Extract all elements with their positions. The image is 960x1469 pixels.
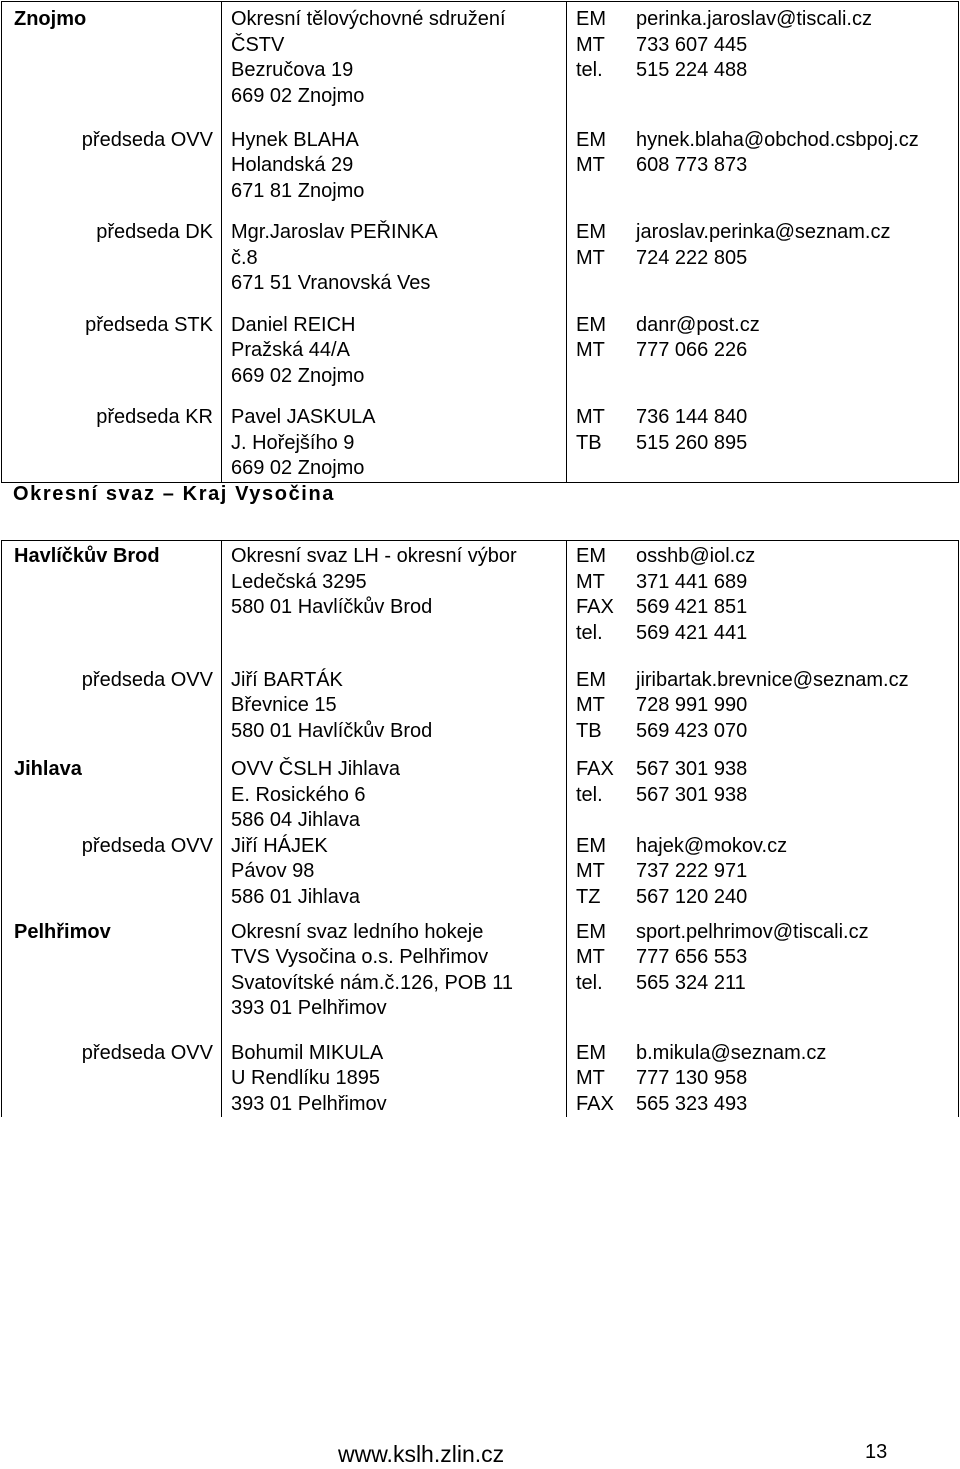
address-line: Okresní svaz LH - okresní výbor — [231, 545, 517, 567]
contact-type: tel. — [576, 971, 603, 994]
address-line: J. Hořejšího 9 — [231, 431, 355, 454]
phone-value: 777 066 226 — [636, 339, 748, 361]
address-line: 393 01 Pelhřimov — [231, 1092, 387, 1115]
contact-cell — [567, 541, 959, 653]
contact-type: EM — [576, 1041, 606, 1064]
contact-line — [576, 246, 958, 272]
address-line: Jiří BARTÁK — [231, 668, 343, 691]
address-cell — [222, 834, 567, 920]
contact-line — [576, 595, 958, 621]
phone-value: 724 222 805 — [636, 246, 748, 269]
table-row — [2, 834, 959, 920]
contact-cell — [567, 920, 959, 1032]
phone-value: 371 441 689 — [636, 570, 748, 593]
contact-line — [576, 7, 958, 33]
email-value[interactable]: osshb@iol.cz — [636, 545, 756, 567]
address-line: 580 01 Havlíčkův Brod — [231, 719, 433, 742]
district-name: Jihlava — [14, 758, 82, 780]
contact-line — [576, 405, 958, 431]
address-cell — [222, 1032, 567, 1118]
contact-type: MT — [576, 946, 605, 968]
address-cell — [222, 204, 567, 297]
role-label: předseda KR — [96, 406, 213, 428]
table-row — [2, 2, 959, 112]
contact-type: MT — [576, 860, 605, 882]
address-line: Daniel REICH — [231, 313, 356, 336]
contact-line — [576, 621, 958, 647]
entity-cell — [2, 834, 222, 920]
table-row — [2, 1032, 959, 1118]
address-cell — [222, 653, 567, 745]
contact-cell — [567, 744, 959, 834]
address-line: TVS Vysočina o.s. Pelhřimov — [231, 946, 489, 968]
table-row — [2, 204, 959, 297]
address-line: Okresní svaz ledního hokeje — [231, 920, 484, 943]
email-value[interactable]: danr@post.cz — [636, 313, 760, 336]
contact-line — [576, 220, 958, 246]
contact-line — [576, 58, 958, 84]
contact-type: EM — [576, 668, 606, 691]
phone-value: 569 423 070 — [636, 719, 748, 742]
address-line: 586 01 Jihlava — [231, 885, 360, 908]
entity-cell — [2, 2, 222, 112]
contact-type: EM — [576, 128, 606, 151]
email-value[interactable]: jaroslav.perinka@seznam.cz — [636, 221, 891, 243]
contact-type: FAX — [576, 1092, 614, 1115]
contact-type: EM — [576, 920, 606, 943]
table-row — [2, 389, 959, 482]
table-row — [2, 653, 959, 745]
contact-type: tel. — [576, 621, 603, 644]
phone-value: 565 323 493 — [636, 1092, 748, 1115]
address-line: Ledečská 3295 — [231, 570, 367, 593]
entity-cell — [2, 1032, 222, 1118]
address-line: 580 01 Havlíčkův Brod — [231, 596, 433, 618]
contact-line — [576, 757, 958, 783]
contact-type: EM — [576, 221, 606, 243]
entity-cell — [2, 920, 222, 1032]
email-value[interactable]: sport.pelhrimov@tiscali.cz — [636, 920, 869, 943]
address-line: Jiří HÁJEK — [231, 834, 328, 857]
contact-type: TB — [576, 719, 602, 742]
contact-line — [576, 920, 958, 946]
district-name: Havlíčkův Brod — [14, 545, 160, 567]
contact-type: FAX — [576, 758, 614, 780]
district-name: Znojmo — [14, 8, 87, 30]
address-line: 671 81 Znojmo — [231, 179, 365, 202]
role-label: předseda OVV — [81, 834, 213, 857]
contact-line — [576, 693, 958, 719]
contact-cell — [567, 204, 959, 297]
table-row — [2, 541, 959, 653]
directory-table-znojmo — [1, 1, 959, 483]
address-line: OVV ČSLH Jihlava — [231, 758, 400, 780]
email-value[interactable]: b.mikula@seznam.cz — [636, 1041, 827, 1064]
contact-line — [576, 885, 958, 911]
contact-type: tel. — [576, 59, 603, 81]
phone-value: 569 421 441 — [636, 621, 748, 644]
contact-line — [576, 431, 958, 457]
contact-type: MT — [576, 406, 605, 428]
phone-value: 777 130 958 — [636, 1067, 748, 1089]
contact-cell — [567, 1032, 959, 1118]
address-line: 669 02 Znojmo — [231, 457, 365, 479]
contact-line — [576, 834, 958, 860]
address-cell — [222, 744, 567, 834]
contact-type: tel. — [576, 783, 603, 806]
contact-type: MT — [576, 1067, 605, 1089]
address-line: ČSTV — [231, 33, 285, 56]
address-cell — [222, 2, 567, 112]
phone-value: 567 120 240 — [636, 885, 748, 908]
role-label: předseda DK — [96, 221, 213, 243]
contact-type: MT — [576, 694, 605, 716]
table-row — [2, 920, 959, 1032]
address-cell — [222, 541, 567, 653]
email-value[interactable]: hynek.blaha@obchod.csbpoj.cz — [636, 128, 919, 151]
directory-table-vysocina — [1, 540, 959, 1117]
phone-value: 733 607 445 — [636, 33, 748, 56]
address-line: Pávov 98 — [231, 860, 315, 882]
table-row — [2, 297, 959, 390]
contact-type: EM — [576, 313, 606, 336]
address-line: 671 51 Vranovská Ves — [231, 272, 431, 294]
contact-type: TZ — [576, 885, 601, 908]
contact-line — [576, 1066, 958, 1092]
address-line: Bezručova 19 — [231, 59, 354, 81]
contact-type: FAX — [576, 596, 614, 618]
district-name: Pelhřimov — [14, 920, 111, 943]
contact-cell — [567, 653, 959, 745]
address-cell — [222, 920, 567, 1032]
address-line: 393 01 Pelhřimov — [231, 997, 387, 1019]
contact-type: EM — [576, 834, 606, 857]
contact-type: MT — [576, 339, 605, 361]
phone-value: 515 260 895 — [636, 431, 748, 454]
phone-value: 737 222 971 — [636, 860, 748, 882]
phone-value: 569 421 851 — [636, 596, 748, 618]
address-line: Svatovítské nám.č.126, POB 11 — [231, 971, 513, 994]
address-line: Holandská 29 — [231, 154, 354, 176]
entity-cell — [2, 297, 222, 390]
phone-value: 565 324 211 — [636, 971, 746, 994]
contact-type: MT — [576, 33, 605, 56]
contact-line — [576, 971, 958, 997]
contact-type: MT — [576, 246, 605, 269]
role-label: předseda STK — [85, 313, 213, 336]
contact-type: MT — [576, 570, 605, 593]
footer-url: www.kslh.zlin.cz — [338, 1441, 505, 1467]
contact-line — [576, 668, 958, 694]
address-line: Bohumil MIKULA — [231, 1041, 384, 1064]
contact-line — [576, 128, 958, 154]
contact-line — [576, 1041, 958, 1067]
email-value[interactable]: perinka.jaroslav@tiscali.cz — [636, 8, 872, 30]
contact-line — [576, 33, 958, 59]
contact-type: EM — [576, 545, 606, 567]
phone-value: 777 656 553 — [636, 946, 748, 968]
address-line: Okresní tělovýchovné sdružení — [231, 8, 506, 30]
entity-cell — [2, 541, 222, 653]
phone-value: 567 301 938 — [636, 783, 748, 806]
role-label: předseda OVV — [81, 128, 213, 151]
contact-cell — [567, 2, 959, 112]
contact-line — [576, 859, 958, 885]
entity-cell — [2, 204, 222, 297]
address-line: Hynek BLAHA — [231, 128, 359, 151]
address-cell — [222, 112, 567, 205]
entity-cell — [2, 112, 222, 205]
contact-cell — [567, 297, 959, 390]
contact-line — [576, 783, 958, 809]
contact-line — [576, 1092, 958, 1118]
contact-line — [576, 544, 958, 570]
table-row — [2, 744, 959, 834]
phone-value: 567 301 938 — [636, 758, 748, 780]
table-row — [2, 112, 959, 205]
address-line: 669 02 Znojmo — [231, 364, 365, 387]
entity-cell — [2, 389, 222, 482]
email-value[interactable]: hajek@mokov.cz — [636, 834, 788, 857]
entity-cell — [2, 744, 222, 834]
contact-cell — [567, 834, 959, 920]
entity-cell — [2, 653, 222, 745]
contact-type: MT — [576, 154, 605, 176]
page-number: 13 — [865, 1441, 888, 1463]
phone-value: 608 773 873 — [636, 154, 748, 176]
section-title: Okresní svaz – Kraj Vysočina — [13, 483, 335, 505]
phone-value: 736 144 840 — [636, 406, 748, 428]
contact-line — [576, 153, 958, 179]
contact-line — [576, 570, 958, 596]
role-label: předseda OVV — [81, 1041, 213, 1064]
contact-cell — [567, 389, 959, 482]
contact-type: TB — [576, 431, 602, 454]
address-line: Břevnice 15 — [231, 694, 337, 716]
address-line: E. Rosického 6 — [231, 783, 366, 806]
email-value[interactable]: jiribartak.brevnice@seznam.cz — [636, 668, 909, 691]
contact-line — [576, 945, 958, 971]
address-cell — [222, 297, 567, 390]
address-cell — [222, 389, 567, 482]
phone-value: 515 224 488 — [636, 59, 748, 81]
contact-line — [576, 313, 958, 339]
address-line: č.8 — [231, 246, 258, 269]
contact-type: EM — [576, 8, 606, 30]
address-line: U Rendlíku 1895 — [231, 1067, 380, 1089]
role-label: předseda OVV — [81, 668, 213, 691]
contact-line — [576, 719, 958, 745]
address-line: Pražská 44/A — [231, 339, 350, 361]
address-line: Pavel JASKULA — [231, 406, 376, 428]
contact-line — [576, 338, 958, 364]
phone-value: 728 991 990 — [636, 694, 748, 716]
contact-cell — [567, 112, 959, 205]
address-line: Mgr.Jaroslav PEŘINKA — [231, 221, 438, 243]
address-line: 586 04 Jihlava — [231, 809, 360, 831]
address-line: 669 02 Znojmo — [231, 84, 365, 107]
